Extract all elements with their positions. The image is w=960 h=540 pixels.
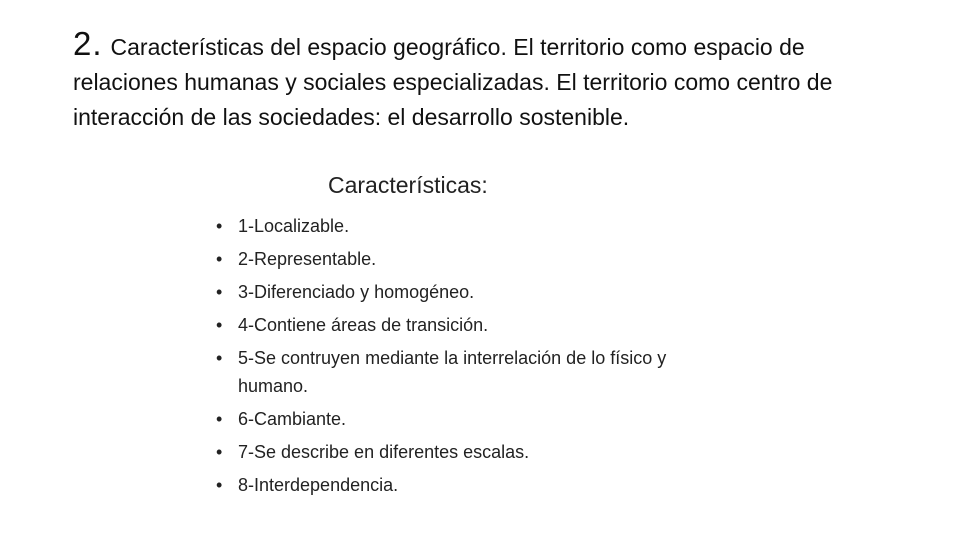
list-item	[216, 311, 716, 339]
bullet-icon: •	[216, 475, 223, 495]
list-item-text: 1-Localizable.	[238, 216, 350, 236]
bullet-icon: •	[216, 315, 223, 335]
characteristics-heading: Características:	[328, 172, 488, 198]
bullet-icon: •	[216, 348, 223, 368]
bullet-icon: •	[216, 442, 223, 462]
list-item	[216, 245, 716, 273]
list-item	[216, 438, 716, 466]
list-item	[216, 471, 716, 499]
list-item-text: 4-Contiene áreas de transición.	[238, 315, 489, 335]
slide-title-text: Características del espacio geográfico. El territorio como espacio de relaciones humanas y sociales especializadas. El territorio como centro de interacción de las sociedades: el desarrollo sostenible.	[73, 34, 833, 130]
list-item-text: 8-Interdependencia.	[238, 475, 399, 495]
bullet-icon: •	[216, 249, 223, 269]
list-item	[216, 212, 716, 240]
characteristics-image	[204, 168, 724, 508]
slide-title	[73, 26, 913, 135]
list-item-text: 3-Diferenciado y homogéneo.	[238, 282, 475, 302]
list-item	[216, 344, 716, 400]
list-item	[216, 405, 716, 433]
characteristics-list	[216, 212, 716, 504]
list-item-text: 5-Se contruyen mediante la interrelación de lo físico y humano.	[238, 348, 667, 396]
list-item-text: 7-Se describe en diferentes escalas.	[238, 442, 530, 462]
slide-number: 2.	[73, 25, 103, 62]
list-item-text: 6-Cambiante.	[238, 409, 347, 429]
bullet-icon: •	[216, 282, 223, 302]
bullet-icon: •	[216, 409, 223, 429]
list-item-text: 2-Representable.	[238, 249, 377, 269]
list-item	[216, 278, 716, 306]
bullet-icon: •	[216, 216, 223, 236]
